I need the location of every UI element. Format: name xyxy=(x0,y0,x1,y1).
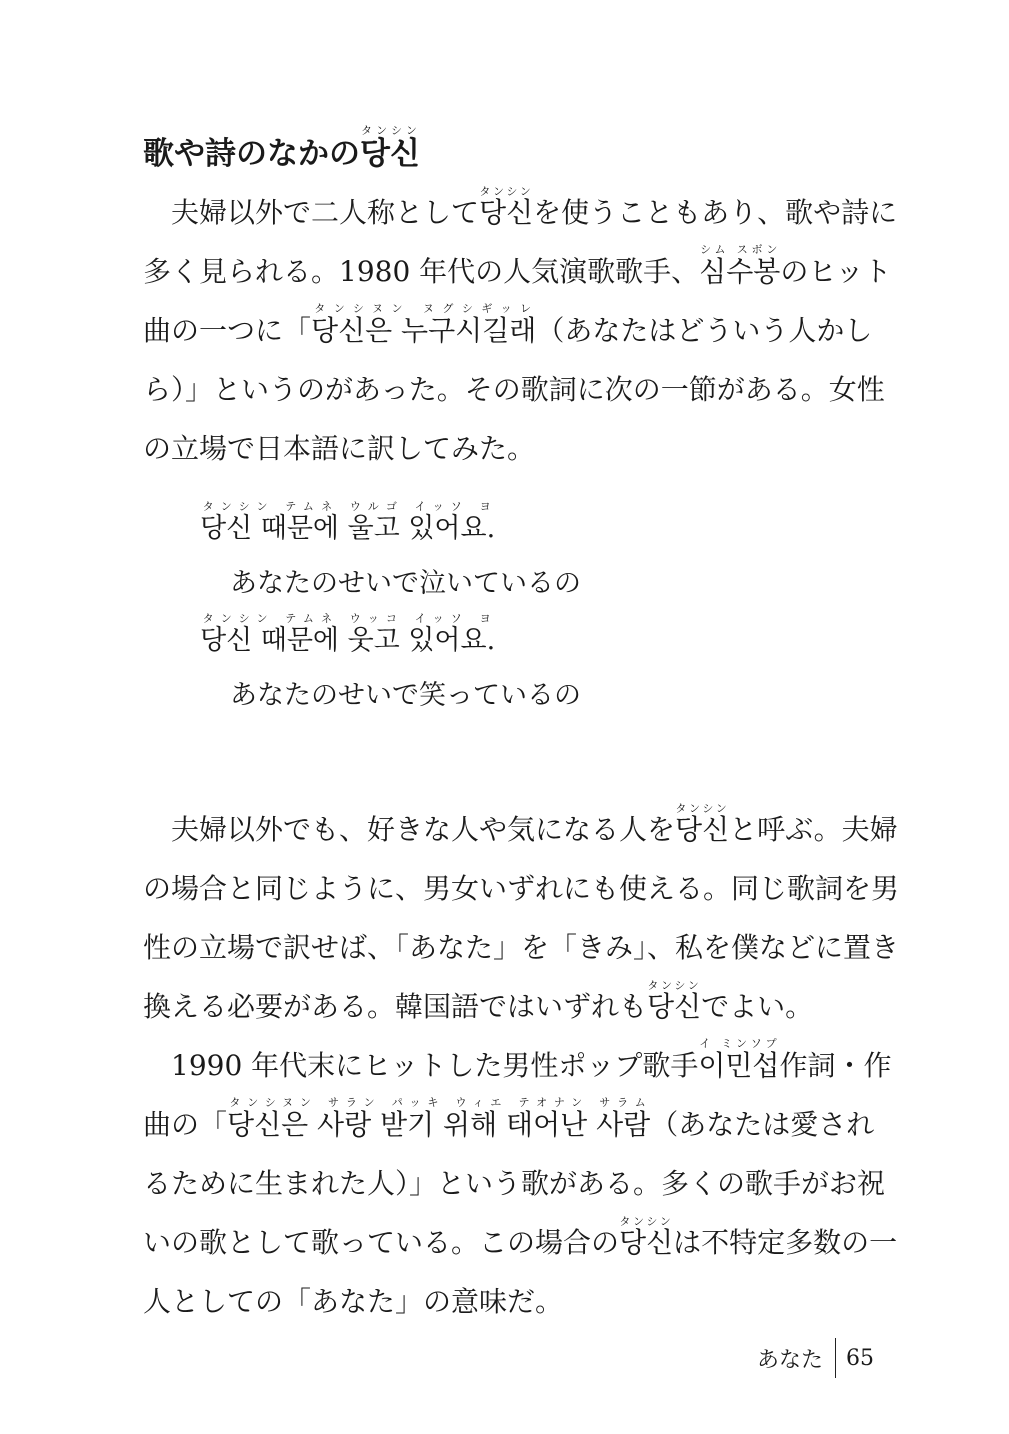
para1-line-2: 多く見られる。1980 年代の人気演歌歌手、심수봉シム スボンのヒット xyxy=(143,243,892,288)
term-dangsin: 당신タンシン xyxy=(619,1215,674,1259)
page-number: 65 xyxy=(846,1345,874,1371)
paragraph-2 xyxy=(143,800,900,1036)
para1-line-4: ら）」というのがあった。その歌詞に次の一節がある。女性 xyxy=(143,373,885,406)
heading-term: 당신タンシン xyxy=(360,124,420,172)
para2-line-3: 性の立場で訳せば、「あなた」を「きみ」、私を僕などに置き xyxy=(143,931,900,964)
lyric-korean-2-reading: タンシン テムネ ウッコ イッソ ヨ xyxy=(200,612,496,625)
running-head: あなた xyxy=(756,1347,823,1373)
lyrics-block xyxy=(200,500,581,724)
lyric-korean-2: 당신 때문에 웃고 있어요.タンシン テムネ ウッコ イッソ ヨ xyxy=(200,612,496,656)
para1-line-1: 夫婦以外で二人称として당신タンシンを使うこともあり、歌や詩に xyxy=(171,185,898,229)
para2-line-2: の場合と同じように、男女いずれにも使える。同じ歌詞を男 xyxy=(143,872,900,905)
term-dangsin: 당신タンシン xyxy=(647,979,702,1023)
term-song-title: 당신은 누구시길래タンシヌン ヌグシギッレ xyxy=(311,302,537,347)
heading-term-reading: タンシン xyxy=(360,124,420,137)
term-singer-name: 이민섭イ ミンソプ xyxy=(698,1037,780,1082)
para1-line-3: 曲の一つに「당신은 누구시길래タンシヌン ヌグシギッレ（あなたはどういう人かし xyxy=(143,302,873,347)
term-dangsin: 당신タンシン xyxy=(675,802,730,846)
term-song-title: 당신은 사랑 받기 위해 태어난 사람タンシヌン サラン パッキ ウィエ テオナン サラム xyxy=(227,1096,651,1141)
para3-line-3: るために生まれた人）」という歌がある。多くの歌手がお祝 xyxy=(143,1167,886,1200)
lyric-korean-1: 당신 때문에 울고 있어요.タンシン テムネ ウルゴ イッソ ヨ xyxy=(200,500,496,544)
para3-line-2: 曲の「당신은 사랑 받기 위해 태어난 사람タンシヌン サラン パッキ ウィエ テオナン サラム（あなたは愛され xyxy=(143,1096,875,1141)
para3-line-5: 人としての「あなた」の意味だ。 xyxy=(143,1285,564,1318)
page-footer xyxy=(757,1338,874,1378)
para2-line-1: 夫婦以外でも、好きな人や気になる人を당신タンシンと呼ぶ。夫婦 xyxy=(171,802,898,846)
heading-text: 歌や詩のなかの xyxy=(143,136,360,172)
section-heading xyxy=(143,124,420,174)
footer-divider xyxy=(835,1338,836,1378)
para1-line-5: の立場で日本語に訳してみた。 xyxy=(143,432,536,465)
para3-line-1: 1990 年代末にヒットした男性ポップ歌手이민섭イ ミンソプ作詞・作 xyxy=(171,1037,892,1082)
lyric-japanese-2: あなたのせいで笑っているの xyxy=(230,680,581,711)
paragraph-1 xyxy=(143,183,898,478)
paragraph-3 xyxy=(143,1036,898,1331)
lyric-korean-1-reading: タンシン テムネ ウルゴ イッソ ヨ xyxy=(200,500,496,513)
lyric-japanese-1: あなたのせいで泣いているの xyxy=(230,568,581,599)
term-dangsin: 당신タンシン xyxy=(479,185,534,229)
term-singer-name: 심수봉シム スボン xyxy=(699,243,781,288)
para2-line-4: 換える必要がある。韓国語ではいずれも당신タンシンでよい。 xyxy=(143,979,814,1023)
para3-line-4: いの歌として歌っている。この場合の당신タンシンは不特定多数の一 xyxy=(143,1215,898,1259)
